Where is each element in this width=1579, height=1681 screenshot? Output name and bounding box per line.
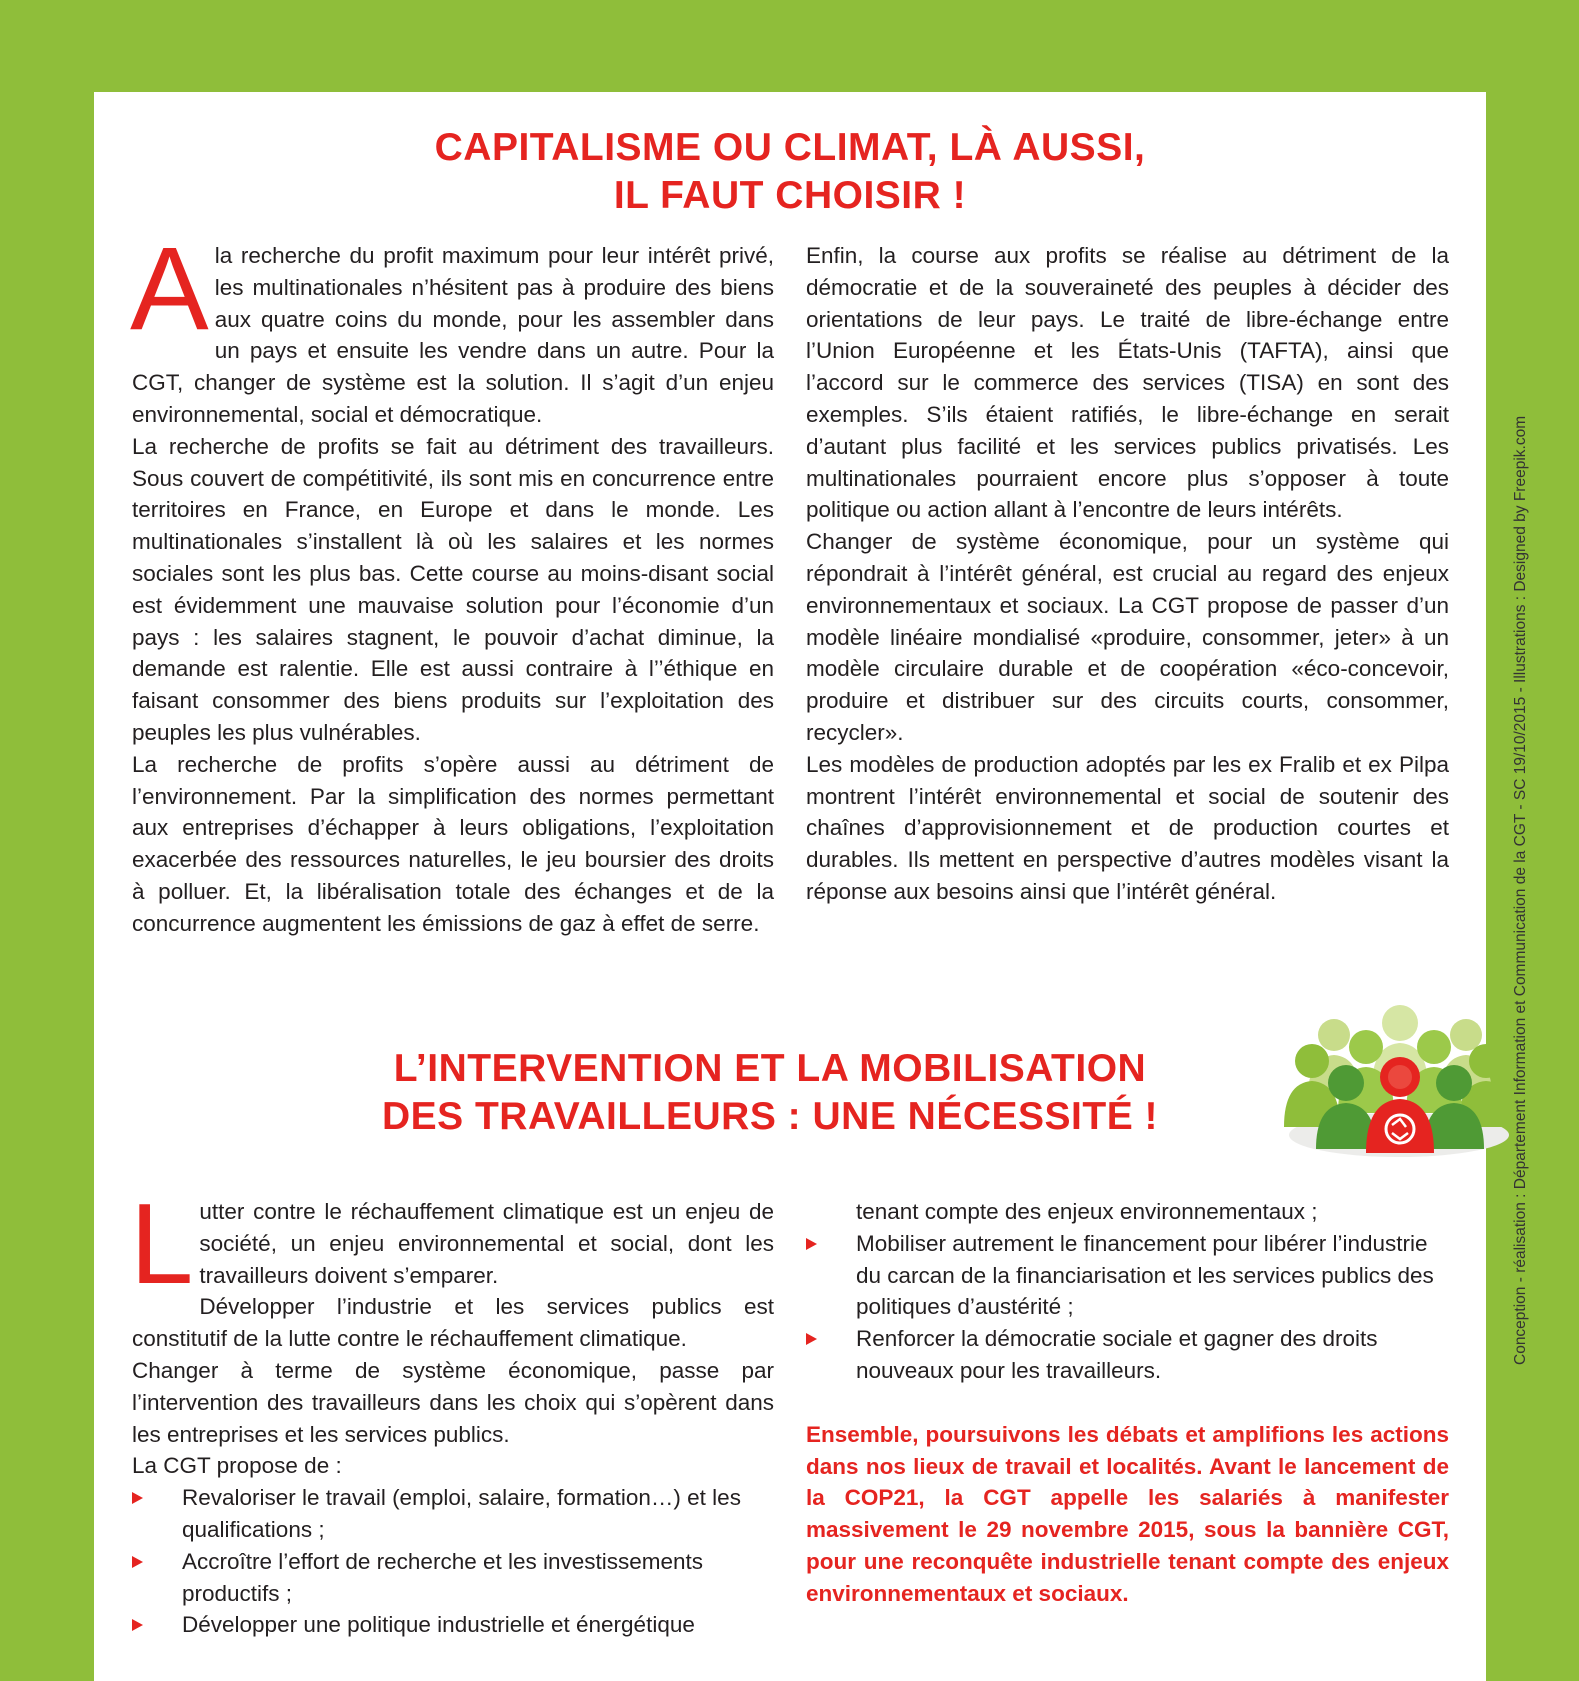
- bullet-text: Renforcer la démocratie sociale et gagner des droits nouveaux pour les travailleurs.: [856, 1326, 1378, 1383]
- closing-call-to-action: Ensemble, poursuivons les débats et amplifions les actions dans nos lieux de travail et localités. Avant le lancement de la COP21, la CGT appelle les salariés à manifester massivement le 29 novembre 2015, sous la bannière CGT, pour une reconquête industrielle tenant compte des enjeux environnementaux et sociaux.: [806, 1421, 1449, 1606]
- section2-title: [74, 1045, 1466, 1141]
- s1-right-paragraph-3: Les modèles de production adoptés par les ex Fralib et ex Pilpa montrent l’intérêt environnemental et social de soutenir des chaînes d’approvisionnement et de production courtes et durables. Ils mettent en perspective d’autres modèles visant la réponse aux besoins ainsi que l’intérêt général.: [806, 751, 1449, 904]
- dropcap-l: L: [130, 1181, 194, 1308]
- s2-left-paragraph-4: La CGT propose de :: [132, 1453, 342, 1479]
- s1-left-paragraph-2: La recherche de profits se fait au détriment des travailleurs. Sous couvert de compétitivité, ils sont mis en concurrence entre territoires en France, en Europe et dans le monde. Les multinationales s’installent là où les salaires et les normes sociales sont les plus bas. Cette course au moins-disant social est évidemment une mauvaise solution pour l’économie d’un pays : les salaires stagnent, le pouvoir d’achat diminue, la demande est ralentie. Elle est aussi contraire à l’’éthique en faisant consommer des biens produits sur l’exploitation des peuples les plus vulnérables.: [132, 433, 774, 745]
- s2-bullet-1: [132, 1482, 774, 1546]
- section2-title-line1: L’INTERVENTION ET LA MOBILISATION: [393, 1047, 1147, 1090]
- bullet-triangle-icon: [806, 1238, 817, 1250]
- section1-title: [94, 124, 1486, 220]
- bullet-text: Développer une politique industrielle et énergétique: [182, 1612, 695, 1638]
- s2-left-paragraph-3: Changer à terme de système économique, passe par l’intervention des travailleurs dans les choix qui s’opèrent dans les entreprises et les services publics.: [132, 1357, 774, 1447]
- s2-left-paragraph-1: utter contre le réchauffement climatique est un enjeu de société, un enjeu environnemental et social, dont les travailleurs doivent s’emparer.: [199, 1199, 774, 1288]
- s1-right-paragraph-1: Enfin, la course aux profits se réalise au détriment de la démocratie et de la souveraineté des peuples à décider des orientations de leur pays. Le traité de libre-échange entre l’Union Européenne et les États-Unis (TAFTA), ainsi que l’accord sur le commerce des services (TISA) en sont des exemples. S’ils étaient ratifiés, le libre-échange en serait d’autant plus facilité et les services publics privatisés. Les multinationales pourraient encore plus s’opposer à toute politique ou action allant à l’encontre de leurs intérêts.: [806, 243, 1449, 523]
- page-sheet: [94, 92, 1486, 1681]
- bullet-text: Revaloriser le travail (emploi, salaire, formation…) et les qualifications ;: [182, 1485, 741, 1542]
- s2-right-continuation: tenant compte des enjeux environnementaux ;: [856, 1199, 1318, 1224]
- s2-bullet-4: [806, 1228, 1449, 1323]
- credits-vertical-text: Conception - réalisation : Département Information et Communication de la CGT - SC 19/10/2015 - Illustrations : Designed by Freepik.com: [1512, 415, 1529, 1365]
- section1-title-line2: IL FAUT CHOISIR !: [613, 174, 967, 217]
- section2-title-line2: DES TRAVAILLEURS : UNE NÉCESSITÉ !: [381, 1095, 1159, 1138]
- s2-bullet-3: [132, 1609, 774, 1641]
- section2-right-column: [806, 1196, 1449, 1610]
- section1-left-column: [130, 223, 774, 940]
- s1-left-paragraph-1: la recherche du profit maximum pour leur intérêt privé, les multinationales n’hésitent pas à produire des biens aux quatre coins du monde, pour les assembler dans un pays et ensuite les vendre dans un autre. Pour la CGT, changer de système est la solution. Il s’agit d’un enjeu environnemental, social et démocratique.: [132, 243, 774, 427]
- s2-bullet-2: [132, 1546, 774, 1610]
- bullet-triangle-icon: [806, 1333, 817, 1345]
- s2-left-paragraph-2: Développer l’industrie et les services publics est constitutif de la lutte contre le réchauffement climatique.: [132, 1294, 774, 1352]
- s1-left-paragraph-3: La recherche de profits s’opère aussi au détriment de l’environnement. Par la simplification des normes permettant aux entreprises d’échapper à leurs obligations, l’exploitation exacerbée des ressources naturelles, le jeu boursier des droits à polluer. Et, la libéralisation totale des échanges et de la concurrence augmentent les émissions de gaz à effet de serre.: [132, 751, 774, 936]
- bullet-text: Accroître l’effort de recherche et les investissements productifs ;: [182, 1548, 704, 1606]
- bullet-triangle-icon: [132, 1619, 143, 1631]
- dropcap-a: A: [130, 223, 209, 355]
- s2-bullet-5: [806, 1323, 1449, 1387]
- section1-title-line1: CAPITALISME OU CLIMAT, LÀ AUSSI,: [434, 126, 1146, 169]
- people-group-recycle-icon: [1274, 997, 1514, 1157]
- s1-right-paragraph-2: Changer de système économique, pour un système qui répondrait à l’intérêt général, est crucial au regard des enjeux environnementaux et sociaux. La CGT propose de passer d’un modèle linéaire mondialisé «produire, consommer, jeter» à un modèle circulaire durable et de coopération «éco-concevoir, produire et distribuer sur des circuits courts, consommer, recycler».: [806, 529, 1449, 745]
- section2-left-column: [130, 1181, 774, 1641]
- bullet-text: Mobiliser autrement le financement pour libérer l’industrie du carcan de la financiarisation et les services publics des politiques d’austérité ;: [856, 1230, 1434, 1320]
- section1-right-column: [806, 240, 1449, 908]
- bullet-triangle-icon: [132, 1492, 143, 1504]
- bullet-triangle-icon: [132, 1556, 143, 1568]
